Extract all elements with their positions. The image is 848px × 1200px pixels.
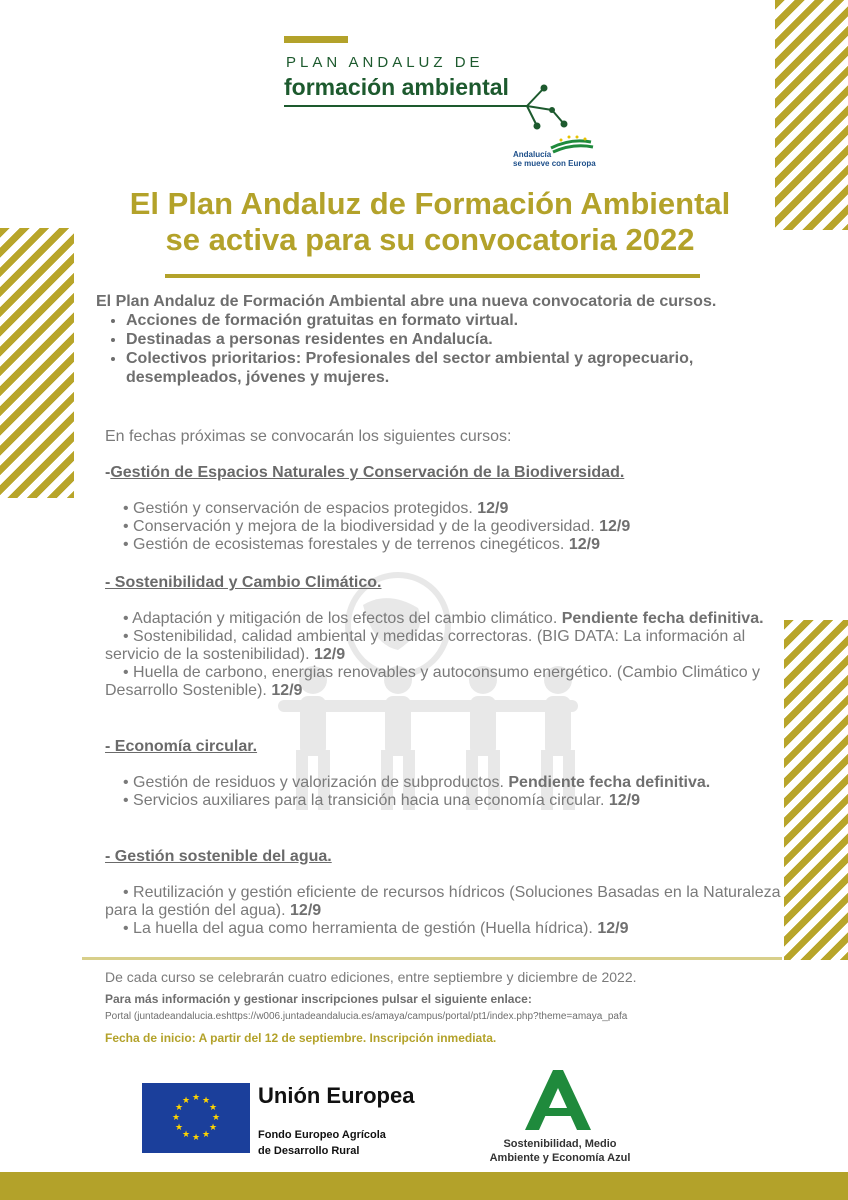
intro-bullets: [96, 311, 796, 387]
top-right-stripes: [775, 0, 848, 230]
svg-text:★: ★: [181, 1130, 191, 1140]
svg-text:★: ★: [174, 1103, 184, 1113]
svg-text:★: ★: [181, 1096, 191, 1106]
section-title-text: Gestión de Espacios Naturales y Conservación de la Biodiversidad.: [110, 464, 625, 481]
andalucia-logo-line1: Andalucía: [513, 150, 552, 159]
junta-sub2: Ambiente y Economía Azul: [489, 1152, 631, 1164]
eu-sub2: de Desarrollo Rural: [258, 1145, 360, 1157]
title-divider: [165, 274, 700, 278]
network-icon: [282, 36, 582, 136]
course-date: 12/9: [314, 646, 346, 663]
start-date-text: Fecha de inicio: A partir del 12 de septiembre. Inscripción inmediata.: [105, 1031, 497, 1045]
section-prefix: -: [105, 464, 111, 481]
svg-text:★: ★: [191, 1133, 201, 1143]
svg-text:★: ★: [208, 1103, 218, 1113]
junta-sub1: Sostenibilidad, Medio: [503, 1138, 617, 1150]
andalucia-europa-logo: [511, 134, 601, 174]
course-date: 12/9: [599, 518, 631, 535]
eu-flag-icon: [142, 1083, 250, 1153]
course-item: • Gestión de ecosistemas forestales y de terrenos cinegéticos. 12/9: [123, 536, 600, 553]
svg-text:★: ★: [208, 1123, 218, 1133]
svg-text:★: ★: [174, 1123, 184, 1133]
junta-logo: [480, 1068, 640, 1168]
svg-text:★: ★: [171, 1113, 181, 1123]
section-title: [105, 464, 795, 482]
plan-logo: [282, 36, 582, 136]
course-item: • Sostenibilidad, calidad ambiental y medidas correctoras. (BIG DATA: La información al servicio de la sostenibilidad). 12/9: [105, 628, 746, 663]
courses-intro: En fechas próximas se convocarán los siguientes cursos:: [105, 428, 512, 445]
info-text: Para más información y gestionar inscripciones pulsar el siguiente enlace:: [105, 992, 532, 1006]
section-title-text: - Economía circular.: [105, 738, 258, 755]
title-line2: se activa para su convocatoria 2022: [165, 222, 695, 257]
course-item: • Huella de carbono, energias renovables y autoconsumo energético. (Cambio Climático y Desarrollo Sostenible). 12/9: [105, 664, 761, 699]
section-2: [105, 574, 795, 700]
course-item: • Reutilización y gestión eficiente de recursos hídricos (Soluciones Basadas en la Naturaleza para la gestión del agua). 12/9: [105, 884, 781, 919]
section-title: [105, 848, 795, 866]
eu-logo: [142, 1083, 442, 1163]
left-stripes: [0, 228, 74, 498]
intro-lead: El Plan Andaluz de Formación Ambiental abre una nueva convocatoria de cursos.: [96, 293, 717, 310]
section-title: [105, 574, 795, 592]
section-1: [105, 464, 795, 554]
editions-text: De cada curso se celebrarán cuatro ediciones, entre septiembre y diciembre de 2022.: [105, 969, 637, 985]
course-date: 12/9: [597, 920, 629, 937]
course-item: • Gestión de residuos y valorización de subproductos. Pendiente fecha definitiva.: [123, 774, 711, 791]
plan-logo-line1: PLAN ANDALUZ DE: [286, 54, 484, 71]
intro-bullet: • Acciones de formación gratuitas en formato virtual.: [126, 311, 796, 330]
section-title: [105, 738, 795, 756]
andalucia-logo-line2: se mueve con Europa: [513, 159, 596, 168]
course-date: 12/9: [477, 500, 509, 517]
course-date: 12/9: [290, 902, 322, 919]
course-date: 12/9: [608, 792, 640, 809]
eu-title: Unión Europea: [258, 1083, 415, 1108]
course-date: 12/9: [568, 536, 600, 553]
footer-divider: [82, 957, 782, 960]
section-4: [105, 848, 795, 938]
bottom-bar: [0, 1172, 848, 1200]
course-date: 12/9: [271, 682, 303, 699]
junta-a-icon: [523, 1068, 593, 1132]
intro-block: [96, 292, 796, 387]
title-line1: El Plan Andaluz de Formación Ambiental: [129, 186, 731, 221]
course-item: • La huella del agua como herramienta de gestión (Huella hídrica). 12/9: [123, 920, 629, 937]
intro-bullet: • Destinadas a personas residentes en Andalucía.: [126, 330, 796, 349]
svg-text:★: ★: [211, 1113, 221, 1123]
portal-link[interactable]: Portal (juntadeandalucia.eshttps://w006.juntadeandalucia.es/amaya/campus/portal/pt1/index.php?theme=amaya_pafa: [105, 1011, 628, 1022]
course-item: • Conservación y mejora de la biodiversidad y de la geodiversidad. 12/9: [123, 518, 631, 535]
eu-sub1: Fondo Europeo Agrícola: [258, 1129, 386, 1141]
course-item: • Gestión y conservación de espacios protegidos. 12/9: [123, 500, 509, 517]
section-title-text: - Sostenibilidad y Cambio Climático.: [105, 574, 382, 591]
section-title-text: - Gestión sostenible del agua.: [105, 848, 332, 865]
svg-text:★: ★: [191, 1093, 201, 1103]
course-item: • Servicios auxiliares para la transición hacia una economía circular. 12/9: [123, 792, 640, 809]
course-date: Pendiente fecha definitiva.: [561, 610, 764, 627]
course-date: Pendiente fecha definitiva.: [508, 774, 711, 791]
svg-text:★: ★: [201, 1096, 211, 1106]
course-item: • Adaptación y mitigación de los efectos del cambio climático. Pendiente fecha definitiva.: [123, 610, 764, 627]
svg-text:★: ★: [201, 1130, 211, 1140]
page-title: [90, 186, 770, 258]
section-3: [105, 738, 795, 810]
plan-logo-line2: formación ambiental: [284, 74, 509, 100]
intro-bullet: • Colectivos prioritarios: Profesionales del sector ambiental y agropecuario, desempleados, jóvenes y mujeres.: [126, 349, 796, 387]
